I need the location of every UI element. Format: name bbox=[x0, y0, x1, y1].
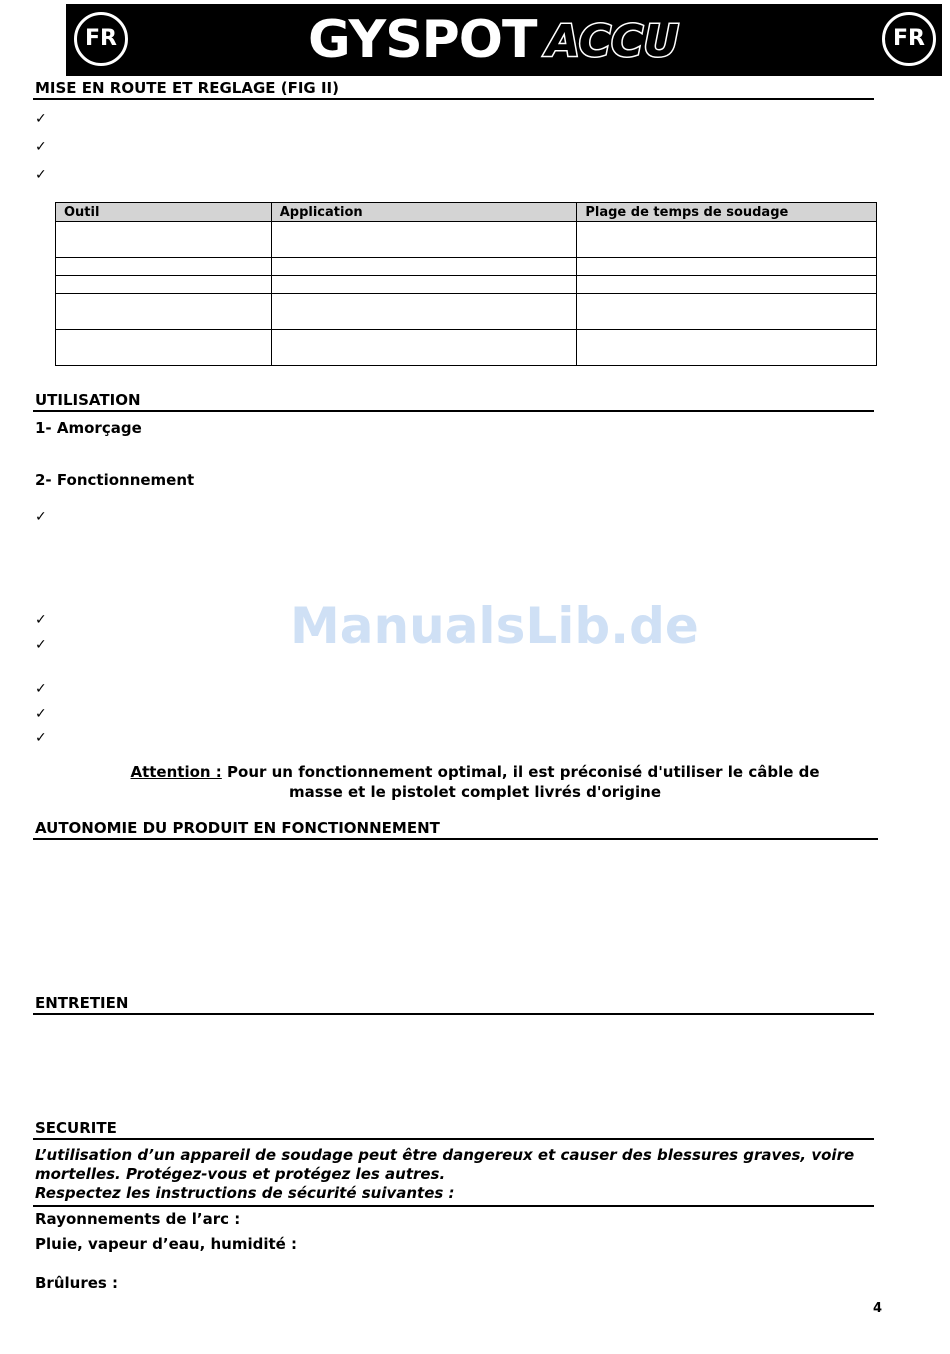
check-icon: ✓ bbox=[35, 730, 47, 746]
section-divider bbox=[33, 1138, 874, 1140]
check-icon: ✓ bbox=[35, 681, 47, 697]
warning-note bbox=[100, 762, 850, 802]
section-divider bbox=[33, 1013, 874, 1015]
language-badge-right: FR bbox=[882, 12, 936, 66]
section-divider bbox=[33, 838, 878, 840]
section-title-autonomy: AUTONOMIE DU PRODUIT EN FONCTIONNEMENT bbox=[35, 819, 440, 837]
column-header-tool: Outil bbox=[56, 203, 272, 222]
warning-text-line1: Pour un fonctionnement optimal, il est préconisé d'utiliser le câble de bbox=[221, 763, 820, 781]
warning-label: Attention : bbox=[130, 763, 222, 781]
check-icon: ✓ bbox=[35, 167, 47, 183]
brand-logo-sub: ACCU bbox=[546, 16, 680, 67]
check-icon: ✓ bbox=[35, 509, 47, 525]
check-icon: ✓ bbox=[35, 612, 47, 628]
section-title-setup: MISE EN ROUTE ET REGLAGE (FIG II) bbox=[35, 79, 339, 97]
safety-item-rain: Pluie, vapeur d’eau, humidité : bbox=[35, 1235, 298, 1253]
table-row bbox=[56, 276, 877, 294]
brand-logo: GYSPOT bbox=[308, 10, 537, 70]
section-title-safety: SECURITE bbox=[35, 1119, 117, 1137]
table-row bbox=[56, 222, 877, 258]
section-title-usage: UTILISATION bbox=[35, 391, 141, 409]
check-icon: ✓ bbox=[35, 111, 47, 127]
table-row bbox=[56, 294, 877, 330]
page-number: 4 bbox=[873, 1301, 883, 1316]
safety-intro-line1: L’utilisation d’un appareil de soudage peut être dangereux et causer des blessures graves, voire bbox=[35, 1146, 855, 1164]
check-icon: ✓ bbox=[35, 706, 47, 722]
safety-intro bbox=[35, 1146, 865, 1203]
section-title-maintenance: ENTRETIEN bbox=[35, 994, 129, 1012]
check-icon: ✓ bbox=[35, 139, 47, 155]
table-header-row bbox=[56, 203, 877, 222]
warning-text-line2: masse et le pistolet complet livrés d'origine bbox=[288, 783, 662, 801]
check-icon: ✓ bbox=[35, 637, 47, 653]
safety-intro-line2: mortelles. Protégez-vous et protégez les autres. bbox=[35, 1165, 446, 1183]
subsection-operation: 2- Fonctionnement bbox=[35, 471, 195, 489]
tools-table bbox=[55, 202, 877, 366]
subsection-priming: 1- Amorçage bbox=[35, 419, 142, 437]
column-header-welding-time: Plage de temps de soudage bbox=[577, 203, 877, 222]
column-header-application: Application bbox=[271, 203, 577, 222]
safety-item-arc: Rayonnements de l’arc : bbox=[35, 1210, 241, 1228]
section-divider bbox=[33, 410, 874, 412]
watermark: ManualsLib.de bbox=[290, 597, 699, 655]
table-row bbox=[56, 258, 877, 276]
safety-intro-line3: Respectez les instructions de sécurité suivantes : bbox=[35, 1184, 455, 1202]
section-divider bbox=[33, 1205, 874, 1207]
header-banner bbox=[66, 4, 942, 76]
section-divider bbox=[33, 98, 874, 100]
language-badge-left: FR bbox=[74, 12, 128, 66]
safety-item-burns: Brûlures : bbox=[35, 1274, 119, 1292]
table-row bbox=[56, 330, 877, 366]
